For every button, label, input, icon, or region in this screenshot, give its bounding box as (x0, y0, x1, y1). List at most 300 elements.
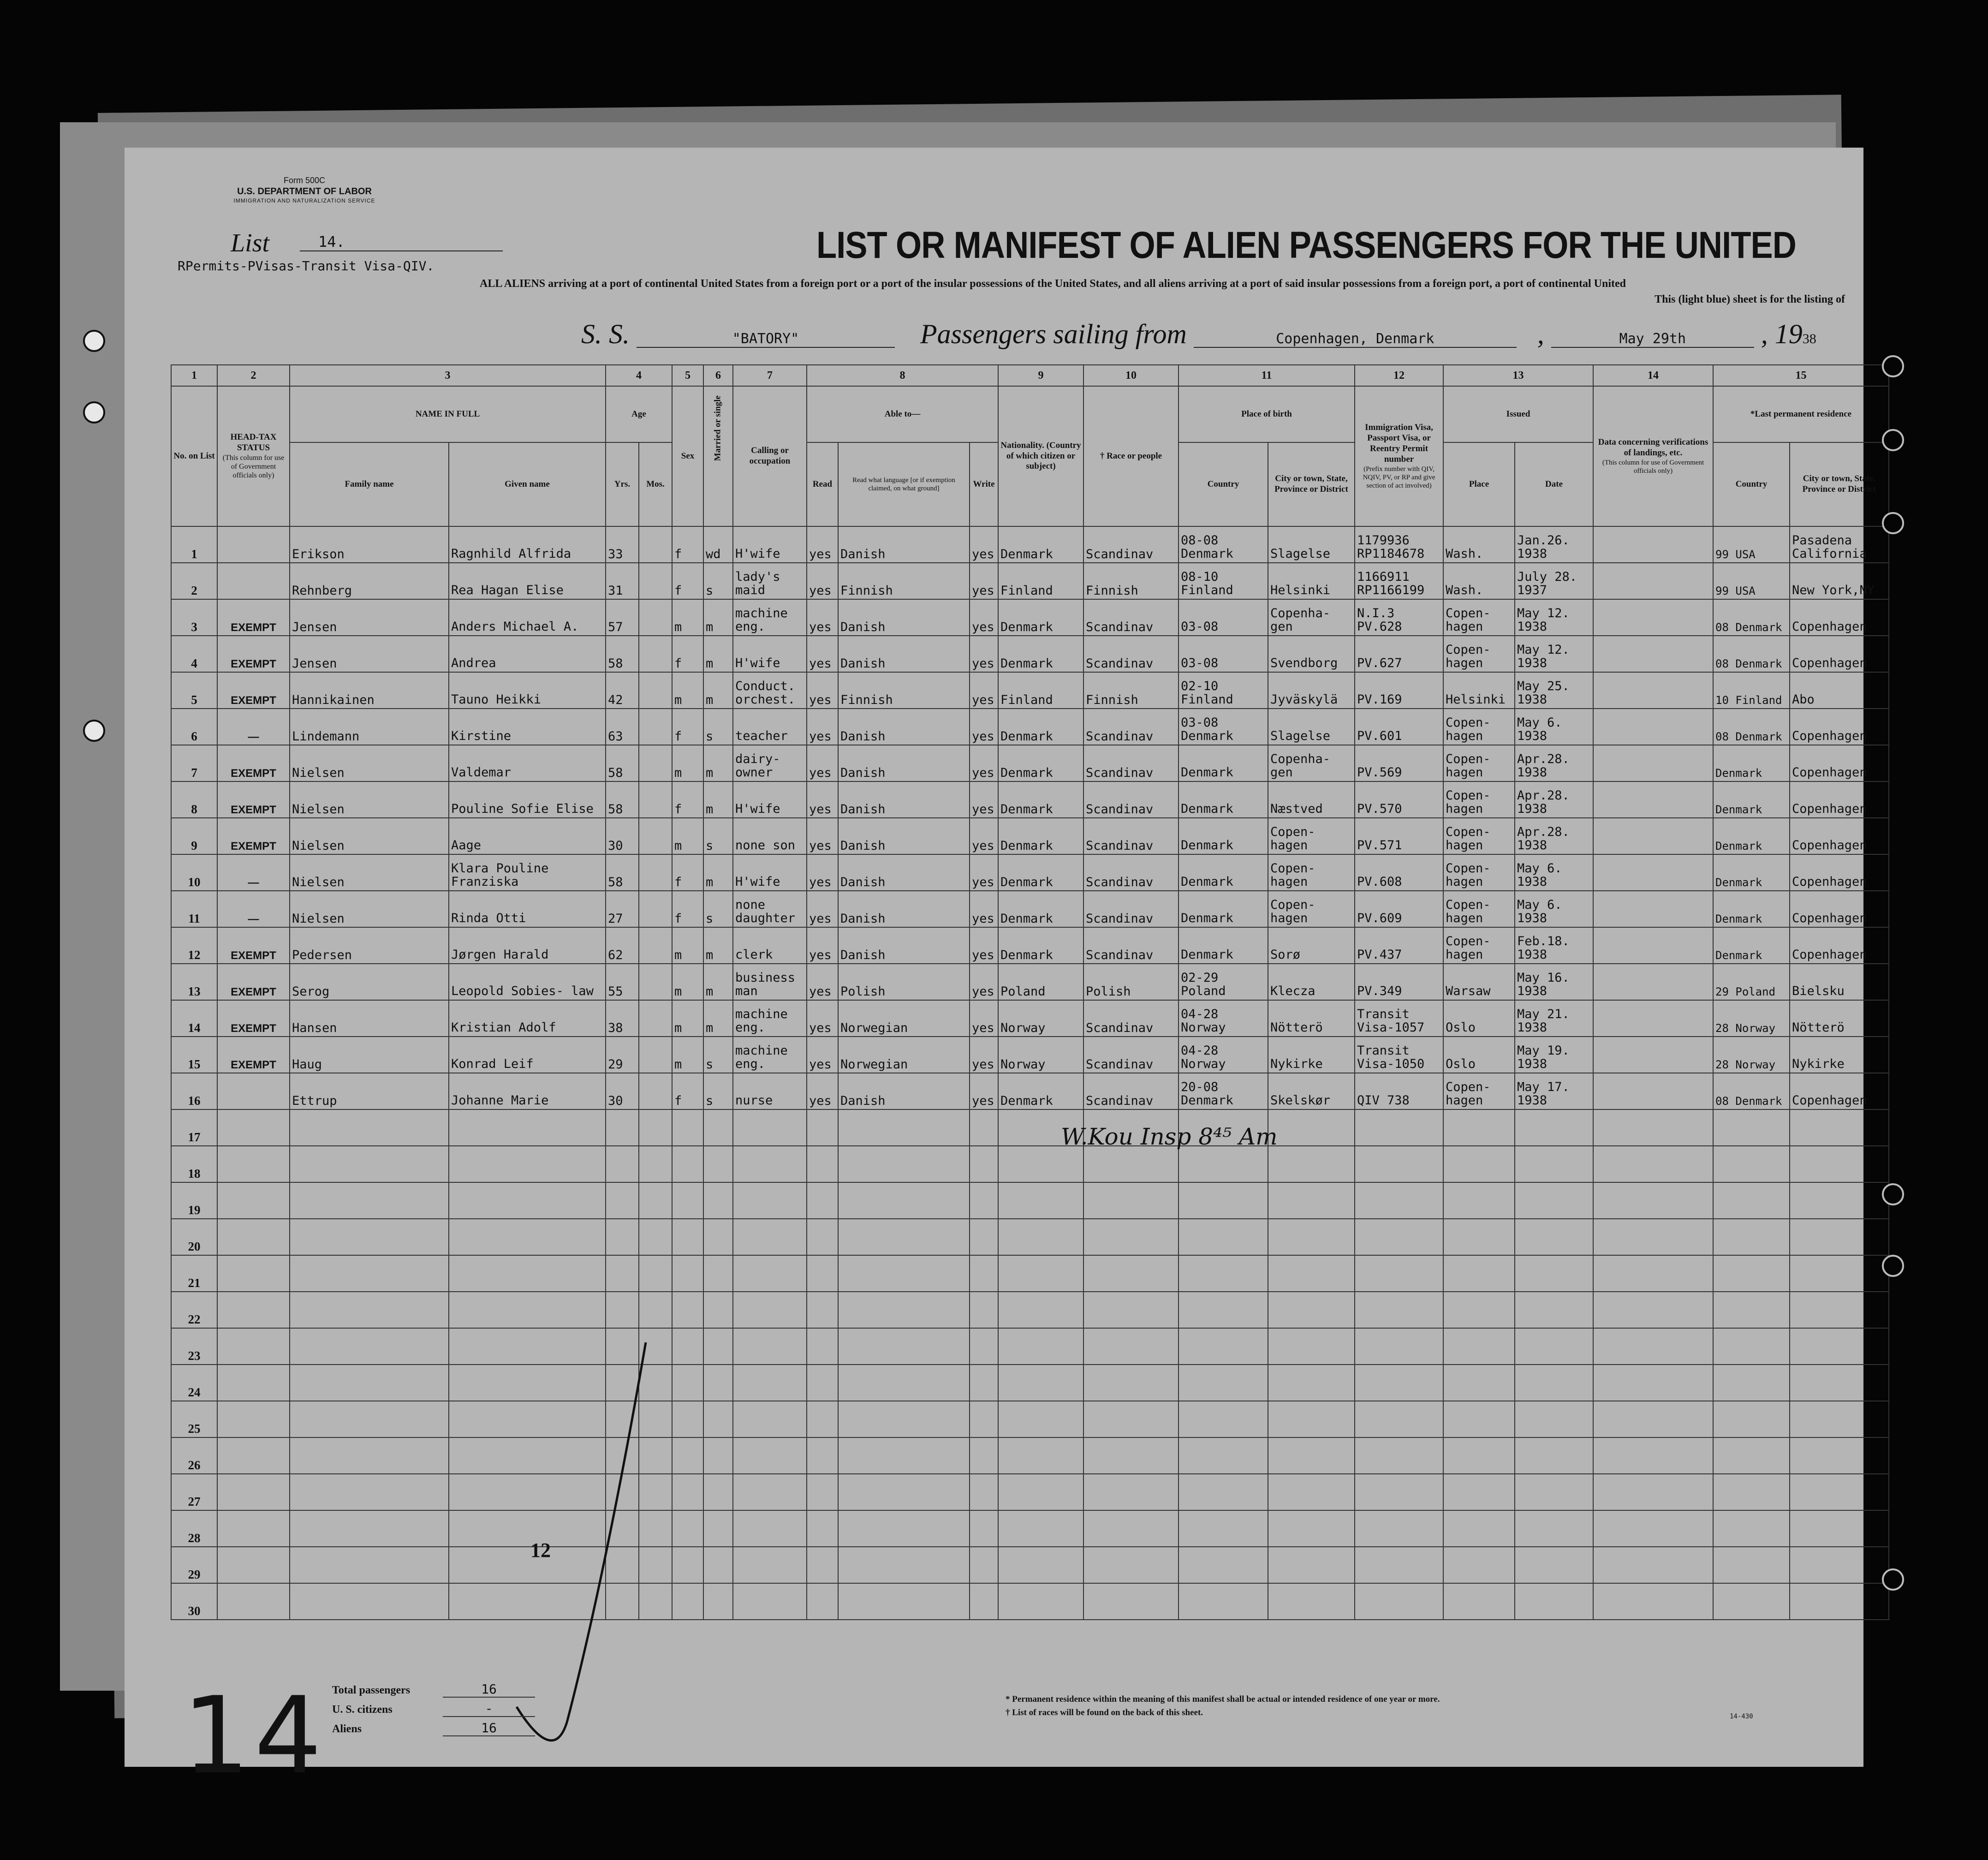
footnote-races: † List of races will be found on the back of this sheet. (1006, 1707, 1203, 1717)
cell-ms: m (703, 599, 733, 636)
cell-tax: EXEMPT (217, 636, 290, 672)
cell-idate: May 16. 1938 (1515, 964, 1593, 1000)
cell-given: Andrea (449, 636, 606, 672)
cell-ms (703, 1401, 733, 1437)
cell-given: Pouline Sofie Elise (449, 781, 606, 818)
cell-no: 10 (171, 854, 217, 891)
cell-read: yes (807, 927, 838, 964)
cell-lang (838, 1292, 970, 1328)
cell-no: 2 (171, 563, 217, 599)
table-row (171, 1146, 1889, 1182)
cell-visa: PV.627 (1355, 636, 1443, 672)
cell-calling: business man (733, 964, 807, 1000)
cell-nat: Norway (998, 1000, 1083, 1037)
cell-tax (217, 1328, 290, 1365)
cell-rcountry: 29 Poland (1713, 964, 1790, 1000)
cell-nat (998, 1510, 1083, 1547)
cell-bcity (1268, 1292, 1355, 1328)
header-issued: Issued (1443, 386, 1593, 442)
cell-bcity (1268, 1401, 1355, 1437)
cell-bcountry: 02-10 Finland (1179, 672, 1268, 709)
cell-race: Scandinav (1083, 1000, 1179, 1037)
cell-mos (639, 526, 672, 563)
cell-rcountry: 08 Denmark (1713, 636, 1790, 672)
cell-visa (1355, 1365, 1443, 1401)
cell-mos (639, 1073, 672, 1109)
cell-read (807, 1583, 838, 1620)
cell-yrs: 42 (606, 672, 639, 709)
cell-tax: EXEMPT (217, 1000, 290, 1037)
cell-write: yes (970, 636, 998, 672)
cell-nat (998, 1583, 1083, 1620)
header-able-to: Able to— (807, 386, 998, 442)
head-tax-note: (This column for use of Government officials only) (222, 454, 285, 480)
cell-no: 28 (171, 1510, 217, 1547)
cell-tax (217, 1510, 290, 1547)
cell-verif (1593, 927, 1713, 964)
table-row (171, 1037, 1889, 1073)
table-row (171, 599, 1889, 636)
cell-verif (1593, 1000, 1713, 1037)
cell-bcity (1268, 1219, 1355, 1255)
cell-iplace: Copen- hagen (1443, 854, 1515, 891)
cell-bcountry (1179, 1255, 1268, 1292)
cell-mos (639, 1000, 672, 1037)
inspector-signature: W.Kou Insp 8⁴⁵ Am (1061, 1123, 1278, 1150)
cell-no: 18 (171, 1146, 217, 1182)
cell-sex (672, 1292, 703, 1328)
cell-rcity: Nötterö (1790, 1000, 1889, 1037)
cell-idate: May 17. 1938 (1515, 1073, 1593, 1109)
cell-rcity: Copenhagen (1790, 818, 1889, 854)
punch-hole (1882, 355, 1904, 377)
cell-rcity (1790, 1583, 1889, 1620)
cell-calling (733, 1109, 807, 1146)
cell-race (1083, 1292, 1179, 1328)
cell-sex: f (672, 526, 703, 563)
cell-idate: May 6. 1938 (1515, 709, 1593, 745)
cell-tax (217, 1437, 290, 1474)
header-given-name: Given name (449, 442, 606, 526)
list-number: 14. (300, 233, 503, 251)
cell-bcountry (1179, 1583, 1268, 1620)
header-sex: Sex (672, 386, 703, 526)
cell-lang: Danish (838, 709, 970, 745)
cell-iplace (1443, 1401, 1515, 1437)
cell-read: yes (807, 854, 838, 891)
cell-yrs (606, 1146, 639, 1182)
cell-bcity: Sorø (1268, 927, 1355, 964)
table-row (171, 1401, 1889, 1437)
cell-calling: dairy- owner (733, 745, 807, 781)
header-calling: Calling or occupation (733, 386, 807, 526)
cell-lang: Danish (838, 1073, 970, 1109)
cell-race: Finnish (1083, 672, 1179, 709)
cell-family: Nielsen (290, 854, 449, 891)
manifest-table (171, 364, 1889, 1620)
sailing-date: May 29th (1551, 331, 1754, 348)
cell-visa: Transit Visa-1057 (1355, 1000, 1443, 1037)
cell-write (970, 1109, 998, 1146)
cell-rcity (1790, 1547, 1889, 1583)
cell-iplace (1443, 1510, 1515, 1547)
cell-no: 9 (171, 818, 217, 854)
cell-no: 1 (171, 526, 217, 563)
cell-no: 17 (171, 1109, 217, 1146)
cell-given (449, 1255, 606, 1292)
cell-sex: m (672, 599, 703, 636)
cell-calling: Conduct. orchest. (733, 672, 807, 709)
us-citizens-line (332, 1701, 535, 1720)
header-write: Write (970, 442, 998, 526)
cell-visa: QIV 738 (1355, 1073, 1443, 1109)
cell-sex: f (672, 854, 703, 891)
cell-mos (639, 672, 672, 709)
cell-yrs (606, 1182, 639, 1219)
cell-iplace (1443, 1365, 1515, 1401)
cell-idate (1515, 1255, 1593, 1292)
cell-bcountry (1179, 1437, 1268, 1474)
cell-write (970, 1401, 998, 1437)
cell-visa (1355, 1547, 1443, 1583)
cell-nat: Finland (998, 672, 1083, 709)
cell-read: yes (807, 1073, 838, 1109)
cell-yrs: 31 (606, 563, 639, 599)
cell-given: Anders Michael A. (449, 599, 606, 636)
cell-read (807, 1474, 838, 1510)
cell-sex (672, 1510, 703, 1547)
cell-bcountry: Denmark (1179, 891, 1268, 927)
cell-yrs: 63 (606, 709, 639, 745)
cell-bcity (1268, 1474, 1355, 1510)
cell-iplace (1443, 1547, 1515, 1583)
cell-nat (998, 1182, 1083, 1219)
punch-hole (83, 401, 105, 423)
cell-family (290, 1401, 449, 1437)
sailing-from: Copenhagen, Denmark (1194, 331, 1517, 348)
cell-no: 6 (171, 709, 217, 745)
cell-sex (672, 1255, 703, 1292)
cell-yrs: 29 (606, 1037, 639, 1073)
cell-verif (1593, 563, 1713, 599)
cell-rcountry (1713, 1583, 1790, 1620)
cell-nat: Norway (998, 1037, 1083, 1073)
cell-write (970, 1219, 998, 1255)
cell-calling (733, 1510, 807, 1547)
cell-rcountry (1713, 1219, 1790, 1255)
cell-given: Kirstine (449, 709, 606, 745)
cell-bcountry: 20-08 Denmark (1179, 1073, 1268, 1109)
cell-idate (1515, 1328, 1593, 1365)
cell-mos (639, 1292, 672, 1328)
cell-read: yes (807, 1037, 838, 1073)
cell-visa (1355, 1437, 1443, 1474)
cell-rcountry: 08 Denmark (1713, 709, 1790, 745)
cell-rcountry: 28 Norway (1713, 1000, 1790, 1037)
cell-calling: nurse (733, 1073, 807, 1109)
cell-tax: EXEMPT (217, 1037, 290, 1073)
us-citizens-label: U. S. citizens (332, 1704, 393, 1716)
cell-family: Jensen (290, 636, 449, 672)
cell-no: 30 (171, 1583, 217, 1620)
cell-no: 15 (171, 1037, 217, 1073)
cell-verif (1593, 636, 1713, 672)
cell-nat (998, 1292, 1083, 1328)
cell-iplace: Oslo (1443, 1000, 1515, 1037)
cell-mos (639, 599, 672, 636)
cell-calling (733, 1583, 807, 1620)
cell-idate: Feb.18. 1938 (1515, 927, 1593, 964)
table-row (171, 1073, 1889, 1109)
cell-write (970, 1328, 998, 1365)
cell-race: Scandinav (1083, 599, 1179, 636)
table-row (171, 1328, 1889, 1365)
cell-idate (1515, 1437, 1593, 1474)
cell-rcountry (1713, 1365, 1790, 1401)
cell-bcountry (1179, 1182, 1268, 1219)
cell-calling: machine eng. (733, 1037, 807, 1073)
cell-iplace (1443, 1255, 1515, 1292)
cell-calling (733, 1474, 807, 1510)
cell-bcountry: 04-28 Norway (1179, 1037, 1268, 1073)
list-label: List (231, 229, 270, 257)
cell-iplace (1443, 1182, 1515, 1219)
cell-tax: EXEMPT (217, 927, 290, 964)
cell-rcountry: 99 USA (1713, 563, 1790, 599)
cell-bcity: Klecza (1268, 964, 1355, 1000)
cell-nat (998, 1437, 1083, 1474)
cell-calling (733, 1146, 807, 1182)
cell-given: Aage (449, 818, 606, 854)
cell-rcountry (1713, 1146, 1790, 1182)
cell-race (1083, 1182, 1179, 1219)
cell-sex (672, 1547, 703, 1583)
cell-iplace (1443, 1146, 1515, 1182)
cell-rcity: Copenhagen (1790, 745, 1889, 781)
us-citizens-value: - (443, 1701, 535, 1717)
cell-rcity (1790, 1510, 1889, 1547)
cell-rcity (1790, 1292, 1889, 1328)
cell-read (807, 1182, 838, 1219)
cell-rcity (1790, 1401, 1889, 1437)
cell-verif (1593, 781, 1713, 818)
cell-tax (217, 1474, 290, 1510)
cell-verif (1593, 1255, 1713, 1292)
cell-rcountry (1713, 1255, 1790, 1292)
cell-calling (733, 1547, 807, 1583)
cell-yrs (606, 1219, 639, 1255)
cell-verif (1593, 1365, 1713, 1401)
cell-bcity: Copen- hagen (1268, 891, 1355, 927)
cell-bcountry: Denmark (1179, 927, 1268, 964)
cell-rcountry (1713, 1401, 1790, 1437)
cell-ms (703, 1510, 733, 1547)
cell-tax: — (217, 854, 290, 891)
cell-ms: m (703, 1000, 733, 1037)
data-concerning-note: (This column for use of Government officials only) (1602, 459, 1704, 475)
cell-ms: s (703, 1037, 733, 1073)
cell-visa (1355, 1109, 1443, 1146)
cell-no: 7 (171, 745, 217, 781)
cell-race (1083, 1401, 1179, 1437)
cell-lang (838, 1328, 970, 1365)
cell-idate: May 12. 1938 (1515, 599, 1593, 636)
cell-bcountry (1179, 1547, 1268, 1583)
cell-nat (998, 1255, 1083, 1292)
cell-verif (1593, 1219, 1713, 1255)
cell-write (970, 1182, 998, 1219)
cell-mos (639, 1109, 672, 1146)
header-birth-country: Country (1179, 442, 1268, 526)
cell-given: Konrad Leif (449, 1037, 606, 1073)
cell-visa: PV.601 (1355, 709, 1443, 745)
cell-lang (838, 1255, 970, 1292)
cell-mos (639, 818, 672, 854)
cell-sex: m (672, 1000, 703, 1037)
cell-family: Jensen (290, 599, 449, 636)
cell-race (1083, 1583, 1179, 1620)
cell-bcountry: 02-29 Poland (1179, 964, 1268, 1000)
cell-race: Scandinav (1083, 636, 1179, 672)
cell-family (290, 1146, 449, 1182)
sailing-line: S. S. "BATORY" Passengers sailing from Copenhagen, Denmark , May 29th , 1938 (581, 319, 1816, 349)
instruction-line-1: ALL ALIENS arriving at a port of continental United States from a foreign port or a port of the insular possessions of the United States, and all aliens arriving at a port of said insular possessions from a foreign port, a port of continental United (480, 278, 1626, 290)
cell-bcountry: Denmark (1179, 854, 1268, 891)
cell-bcity: Copen- hagen (1268, 818, 1355, 854)
cell-bcity: Skelskør (1268, 1073, 1355, 1109)
cell-lang (838, 1547, 970, 1583)
cell-sex: f (672, 563, 703, 599)
cell-visa: PV.169 (1355, 672, 1443, 709)
cell-verif (1593, 1583, 1713, 1620)
cell-nat: Denmark (998, 927, 1083, 964)
cell-visa: PV.437 (1355, 927, 1443, 964)
cell-mos (639, 781, 672, 818)
cell-idate (1515, 1292, 1593, 1328)
cell-visa (1355, 1219, 1443, 1255)
cell-bcity: Copenha- gen (1268, 599, 1355, 636)
cell-rcity (1790, 1219, 1889, 1255)
cell-iplace: Copen- hagen (1443, 745, 1515, 781)
cell-bcity: Copen- hagen (1268, 854, 1355, 891)
cell-verif (1593, 709, 1713, 745)
cell-idate (1515, 1146, 1593, 1182)
cell-nat: Denmark (998, 781, 1083, 818)
cell-no: 22 (171, 1292, 217, 1328)
cell-bcountry (1179, 1510, 1268, 1547)
cell-family (290, 1328, 449, 1365)
header-birth-city: City or town, State, Province or District (1268, 442, 1355, 526)
cell-rcity: Copenhagen (1790, 891, 1889, 927)
cell-ms (703, 1328, 733, 1365)
cell-yrs: 30 (606, 818, 639, 854)
cell-ms (703, 1109, 733, 1146)
cell-tax (217, 1583, 290, 1620)
cell-bcountry (1179, 1219, 1268, 1255)
cell-rcountry: 99 USA (1713, 526, 1790, 563)
cell-calling: machine eng. (733, 599, 807, 636)
cell-nat: Denmark (998, 745, 1083, 781)
cell-rcountry: Denmark (1713, 745, 1790, 781)
permits-line: RPermits-PVisas-Transit Visa-QIV. (178, 258, 435, 274)
col-number: 7 (733, 365, 807, 386)
cell-calling (733, 1255, 807, 1292)
cell-rcity: Copenhagen (1790, 636, 1889, 672)
cell-idate: Apr.28. 1938 (1515, 818, 1593, 854)
cell-rcountry (1713, 1547, 1790, 1583)
cell-rcity: New York,NY (1790, 563, 1889, 599)
cell-family: Nielsen (290, 891, 449, 927)
cell-calling: H'wife (733, 526, 807, 563)
cell-given (449, 1182, 606, 1219)
cell-nat: Denmark (998, 709, 1083, 745)
cell-ms: m (703, 636, 733, 672)
aliens-value: 16 (443, 1720, 535, 1736)
table-row (171, 891, 1889, 927)
cell-bcity (1268, 1328, 1355, 1365)
cell-tax (217, 1182, 290, 1219)
ss-label: S. S. (581, 319, 630, 349)
cell-write (970, 1474, 998, 1510)
cell-lang: Danish (838, 526, 970, 563)
cell-yrs: 30 (606, 1073, 639, 1109)
cell-calling (733, 1328, 807, 1365)
header-head-tax (217, 386, 290, 526)
cell-iplace: Oslo (1443, 1037, 1515, 1073)
cell-no: 24 (171, 1365, 217, 1401)
cell-sex (672, 1474, 703, 1510)
cell-verif (1593, 854, 1713, 891)
cell-rcountry: Denmark (1713, 927, 1790, 964)
visa-note: (Prefix number with QIV, NQIV, PV, or RP and give section of act involved) (1363, 465, 1435, 489)
cell-rcity (1790, 1182, 1889, 1219)
cell-yrs: 62 (606, 927, 639, 964)
cell-given: Klara Pouline Franziska (449, 854, 606, 891)
cell-mos (639, 1037, 672, 1073)
cell-iplace: Copen- hagen (1443, 599, 1515, 636)
married-label: Married or single (713, 395, 723, 461)
department-name: U.S. DEPARTMENT OF LABOR (237, 186, 372, 197)
col-number: 8 (807, 365, 998, 386)
cell-iplace (1443, 1328, 1515, 1365)
cell-write (970, 1510, 998, 1547)
cell-family: Serog (290, 964, 449, 1000)
cell-rcountry (1713, 1437, 1790, 1474)
cell-write: yes (970, 1073, 998, 1109)
table-row (171, 1219, 1889, 1255)
handwritten-count: 12 (530, 1539, 551, 1562)
cell-verif (1593, 1437, 1713, 1474)
cell-rcity: Copenhagen (1790, 781, 1889, 818)
cell-nat: Poland (998, 964, 1083, 1000)
cell-verif (1593, 1146, 1713, 1182)
col-number: 10 (1083, 365, 1179, 386)
cell-rcountry (1713, 1474, 1790, 1510)
cell-no: 27 (171, 1474, 217, 1510)
cell-rcity: Copenhagen (1790, 709, 1889, 745)
cell-rcity (1790, 1437, 1889, 1474)
cell-lang (838, 1219, 970, 1255)
cell-write (970, 1292, 998, 1328)
cell-mos (639, 891, 672, 927)
cell-iplace (1443, 1109, 1515, 1146)
header-yrs: Yrs. (606, 442, 639, 526)
cell-no: 3 (171, 599, 217, 636)
cell-iplace: Copen- hagen (1443, 709, 1515, 745)
cell-idate: May 12. 1938 (1515, 636, 1593, 672)
cell-write (970, 1255, 998, 1292)
cell-race: Scandinav (1083, 745, 1179, 781)
